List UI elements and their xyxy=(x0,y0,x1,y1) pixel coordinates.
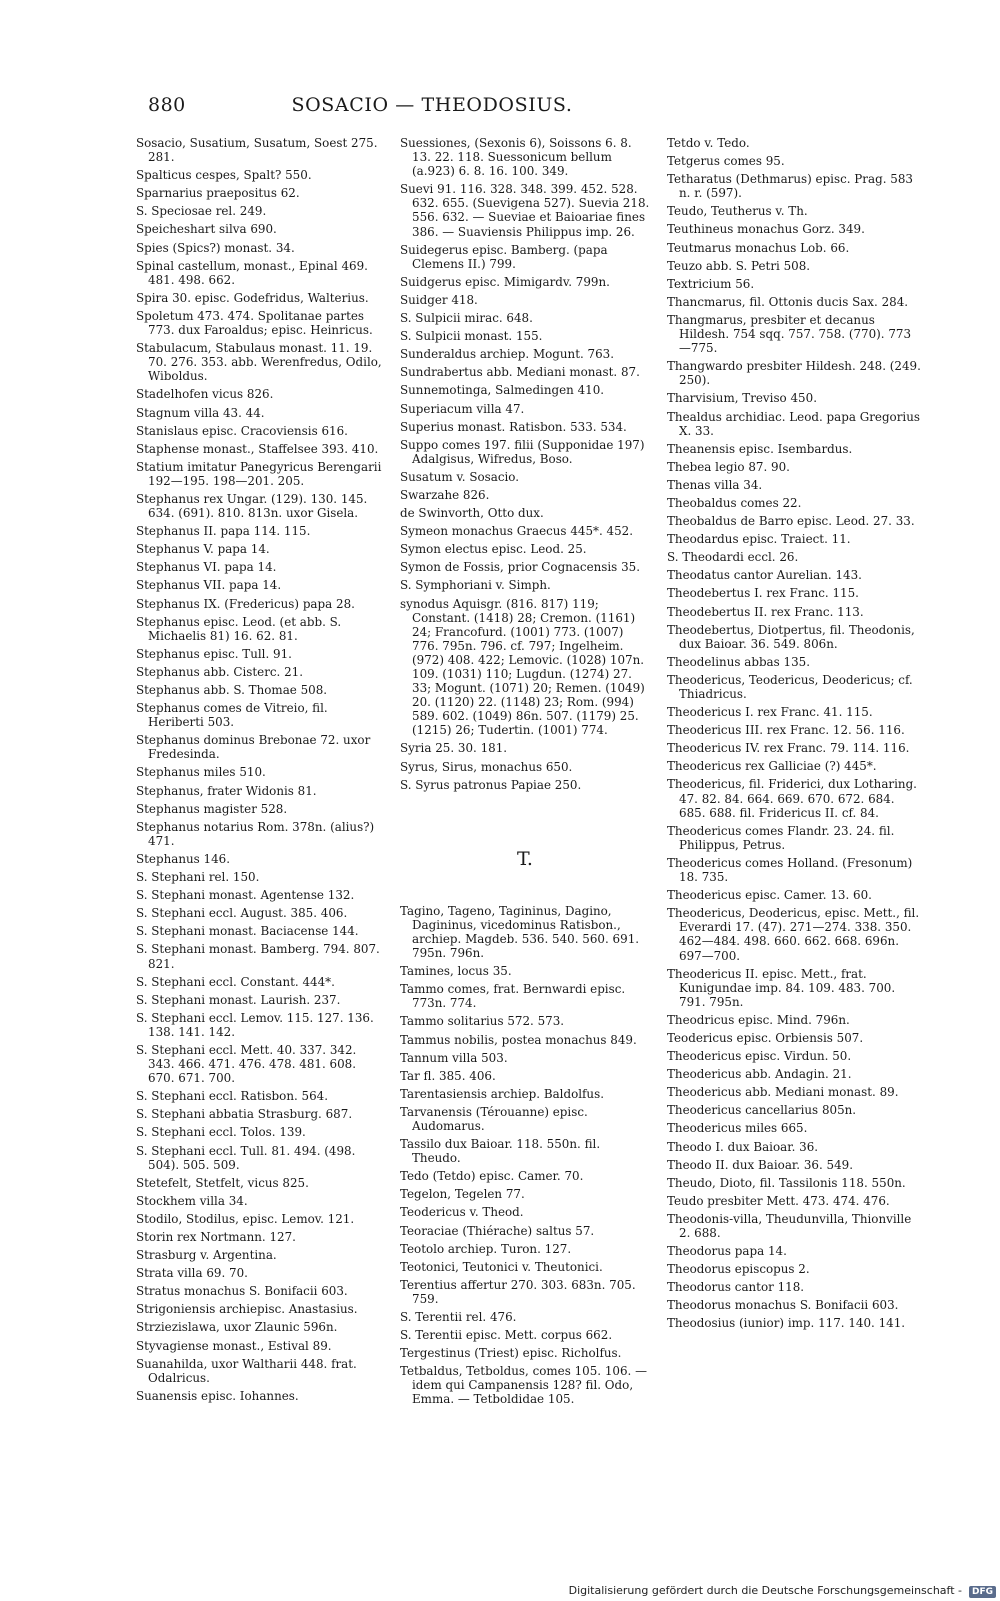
index-entry: Tammus nobilis, postea monachus 849. xyxy=(400,1032,637,1047)
index-entry: S. Stephani eccl. Tull. 81. 494. (498. 504). 505. 509. xyxy=(136,1143,356,1172)
index-entry: Teodericus v. Theod. xyxy=(400,1205,524,1220)
index-entry: Theodebertus, Diotpertus, fil. Theodonis, dux Baioar. 36. 549. 806n. xyxy=(667,622,915,651)
index-entry: Theodericus miles 665. xyxy=(667,1121,808,1136)
index-entry: Tar fl. 385. 406. xyxy=(400,1068,496,1083)
index-entry: Tedo (Tetdo) episc. Camer. 70. xyxy=(400,1169,584,1184)
index-entry: Stagnum villa 43. 44. xyxy=(136,405,265,420)
index-entry: Theodericus rex Galliciae (?) 445*. xyxy=(667,759,877,774)
index-entry: Theodorus papa 14. xyxy=(667,1244,787,1259)
index-entry: Stabulacum, Stabulaus monast. 11. 19. 70. 276. 353. abb. Werenfredus, Odilo, Wiboldus. xyxy=(136,341,382,384)
index-column-2 xyxy=(400,136,650,1411)
index-entry: Suanensis episc. Iohannes. xyxy=(136,1388,299,1403)
index-entry: Tamines, locus 35. xyxy=(400,964,512,979)
index-entry: S. Stephani eccl. Tolos. 139. xyxy=(136,1125,306,1140)
index-entry: Tammo comes, frat. Bernwardi episc. 773n. 774. xyxy=(400,982,626,1011)
index-entry: Stephanus, frater Widonis 81. xyxy=(136,783,317,798)
index-entry: S. Stephani monast. Bamberg. 794. 807. 821. xyxy=(136,942,380,971)
index-entry: Stephanus IX. (Fredericus) papa 28. xyxy=(136,596,355,611)
index-entry: Textricium 56. xyxy=(667,276,755,291)
index-entry: Theobaldus de Barro episc. Leod. 27. 33. xyxy=(667,514,915,529)
index-entry: Tarvanensis (Térouanne) episc. Audomarus. xyxy=(400,1104,588,1133)
index-entry: Theodericus II. episc. Mett., frat. Kunigundae imp. 84. 109. 483. 700. 791. 795n. xyxy=(667,966,896,1009)
page-number: 880 xyxy=(148,94,186,116)
index-entry: Symon de Fossis, prior Cognacensis 35. xyxy=(400,560,640,575)
index-entry: Strigoniensis archiepisc. Anastasius. xyxy=(136,1302,358,1317)
index-entry: Thebea legio 87. 90. xyxy=(667,459,790,474)
index-entry: Tetgerus comes 95. xyxy=(667,154,785,169)
index-entry: S. Stephani monast. Laurish. 237. xyxy=(136,992,341,1007)
index-entry: Teudo presbiter Mett. 473. 474. 476. xyxy=(667,1193,890,1208)
index-entry: S. Stephani eccl. Mett. 40. 337. 342. 343. 466. 471. 476. 478. 481. 608. 670. 671. 700. xyxy=(136,1042,357,1086)
index-entry: Theodericus IV. rex Franc. 79. 114. 116. xyxy=(667,741,910,756)
index-entry: Theodericus I. rex Franc. 41. 115. xyxy=(667,705,873,720)
index-entry: Theodericus, fil. Friderici, dux Lotharing. 47. 82. 84. 664. 669. 670. 672. 684. 685. 688. fil. Fridericus II. cf. 84. xyxy=(667,777,917,820)
index-entry: Thancmarus, fil. Ottonis ducis Sax. 284. xyxy=(667,294,909,309)
index-entry: Theodericus comes Holland. (Fresonum) 18. 735. xyxy=(667,855,913,885)
index-entry: S. Stephani abbatia Strasburg. 687. xyxy=(136,1107,353,1122)
index-entry: S. Symphoriani v. Simph. xyxy=(400,578,551,593)
index-entry: Tassilo dux Baioar. 118. 550n. fil. Theudo. xyxy=(400,1137,601,1166)
index-entry: Theudo, Dioto, fil. Tassilonis 118. 550n. xyxy=(667,1175,906,1190)
index-entry: Storin rex Nortmann. 127. xyxy=(136,1230,296,1244)
index-entry: Stanislaus episc. Cracoviensis 616. xyxy=(136,423,348,438)
index-entry: Tagino, Tageno, Tagininus, Dagino, Dagininus, vicedominus Ratisbon., archiep. Magdeb. 536. 540. 560. 691. 795n. 796n. xyxy=(400,903,640,961)
index-entry: Suidger 418. xyxy=(400,292,478,307)
index-entry: Theodericus, Deodericus, episc. Mett., fil. Everardi 17. (47). 271—274. 338. 350. 462—484. 498. 660. 662. 668. 696n. 697—700. xyxy=(667,906,920,963)
page-header xyxy=(148,94,656,124)
index-entry: Styvagiense monast., Estival 89. xyxy=(136,1338,332,1353)
index-entry: Theodardus episc. Traiect. 11. xyxy=(667,532,851,547)
index-entry: synodus Aquisgr. (816. 817) 119; Constant. (1418) 28; Cremon. (1161) 24; Francofurd. (1001) 773. (1007) 776. 795n. 796. cf. 797; Ingelheim. (972) 408. 422; Lemovic. (1028) 107n. 109. (1031) 110; Lugdun. (1274) 27. 33; Mogunt. (1071) 20; Remen. (1049) 20. (1120) 22. (1148) 23; Rom. (994) 589. 602. (1049) 86n. 507. (1179) 25. (1215) 26; Tudertin. (1001) 774. xyxy=(400,596,645,738)
index-entry: Sundrabertus abb. Mediani monast. 87. xyxy=(400,365,640,380)
index-entry: Theodericus episc. Virdun. 50. xyxy=(667,1049,852,1064)
index-entry: Symon electus episc. Leod. 25. xyxy=(400,542,587,557)
index-entry: Theodorus cantor 118. xyxy=(667,1280,805,1295)
index-entry: Teodericus episc. Orbiensis 507. xyxy=(667,1030,864,1045)
index-entry: Spinal castellum, monast., Epinal 469. 481. 498. 662. xyxy=(136,258,368,287)
index-entry: Teotolo archiep. Turon. 127. xyxy=(400,1241,572,1256)
index-entry: Tergestinus (Triest) episc. Richolfus. xyxy=(400,1346,622,1361)
index-entry: Stephanus abb. Cisterc. 21. xyxy=(136,664,304,679)
index-entry: Strasburg v. Argentina. xyxy=(136,1248,277,1263)
index-entry: Stephanus episc. Leod. (et abb. S. Michaelis 81) 16. 62. 81. xyxy=(136,614,342,643)
index-entry: Stephanus episc. Tull. 91. xyxy=(136,646,292,661)
index-entry: S. Stephani rel. 150. xyxy=(136,870,260,885)
index-entry: Teuzo abb. S. Petri 508. xyxy=(667,258,811,273)
dfg-logo: DFG xyxy=(969,1586,996,1598)
index-entry: Theanensis episc. Isembardus. xyxy=(667,441,853,456)
index-entry: Terentius affertur 270. 303. 683n. 705. 759. xyxy=(400,1277,636,1306)
index-entry: Stetefelt, Stetfelt, vicus 825. xyxy=(136,1175,309,1190)
index-entry: Stephanus V. papa 14. xyxy=(136,542,270,557)
index-entry: Tarentasiensis archiep. Baldolfus. xyxy=(400,1086,604,1101)
index-entry: Spoletum 473. 474. Spolitanae partes 773. dux Faroaldus; episc. Heinricus. xyxy=(136,308,373,338)
index-entry: Stephanus 146. xyxy=(136,851,230,866)
index-entry: Tammo solitarius 572. 573. xyxy=(400,1014,565,1029)
index-entry: Stephanus II. papa 114. 115. xyxy=(136,524,311,539)
index-entry: Theodelinus abbas 135. xyxy=(667,654,810,669)
index-entry: Strata villa 69. 70. xyxy=(136,1266,248,1281)
index-entry: Stephanus magister 528. xyxy=(136,801,288,816)
index-entry: Thealdus archidiac. Leod. papa Gregorius X. 33. xyxy=(667,409,920,438)
index-entry: S. Stephani eccl. Ratisbon. 564. xyxy=(136,1089,329,1104)
index-entry: Suessiones, (Sexonis 6), Soissons 6. 8. 13. 22. 118. Suessonicum bellum (a.923) 6. 8. 16. 100. 349. xyxy=(400,136,632,179)
index-entry: Strziezislawa, uxor Zlaunic 596n. xyxy=(136,1320,338,1335)
index-entry: Theodorus episcopus 2. xyxy=(667,1262,810,1277)
index-entry: S. Sulpicii mirac. 648. xyxy=(400,311,533,326)
index-entry: Stephanus rex Ungar. (129). 130. 145. 634. (691). 810. 813n. uxor Gisela. xyxy=(136,491,368,521)
footer-credit: Digitalisierung gefördert durch die Deutsche Forschungsgemeinschaft - xyxy=(568,1584,962,1597)
index-entry: Syria 25. 30. 181. xyxy=(400,741,508,756)
index-entry: Sunderaldus archiep. Mogunt. 763. xyxy=(400,347,615,362)
index-entry: Suidegerus episc. Bamberg. (papa Clemens II.) 799. xyxy=(400,242,608,271)
index-entry: Stephanus abb. S. Thomae 508. xyxy=(136,683,328,697)
index-entry: Stephanus miles 510. xyxy=(136,765,266,780)
index-entry: Theodorus monachus S. Bonifacii 603. xyxy=(667,1298,899,1313)
index-entry: Symeon monachus Graecus 445*. 452. xyxy=(400,524,633,539)
index-entry: Stodilo, Stodilus, episc. Lemov. 121. xyxy=(136,1211,355,1226)
index-entry: Theodonis-villa, Theudunvilla, Thionville 2. 688. xyxy=(667,1211,912,1240)
index-entry: Stephanus dominus Brebonae 72. uxor Fredesinda. xyxy=(136,733,371,762)
index-entry: Theodericus III. rex Franc. 12. 56. 116. xyxy=(667,723,905,738)
index-entry: Theodericus episc. Camer. 13. 60. xyxy=(667,888,872,903)
index-entry: Suidgerus episc. Mimigardv. 799n. xyxy=(400,274,610,289)
index-entry: Superiacum villa 47. xyxy=(400,401,525,416)
index-entry: S. Terentii rel. 476. xyxy=(400,1310,517,1324)
index-entry: Stratus monachus S. Bonifacii 603. xyxy=(136,1284,348,1299)
index-entry: Thenas villa 34. xyxy=(667,477,763,492)
index-entry: Theodericus, Teodericus, Deodericus; cf. Thiadricus. xyxy=(667,672,913,701)
index-entry: Tegelon, Tegelen 77. xyxy=(400,1187,525,1202)
index-entry: Suppo comes 197. filii (Supponidae 197) Adalgisus, Wifredus, Boso. xyxy=(400,437,645,466)
index-entry: S. Theodardi eccl. 26. xyxy=(667,550,799,565)
index-entry: Speicheshart silva 690. xyxy=(136,222,277,237)
index-entry: Superius monast. Ratisbon. 533. 534. xyxy=(400,419,627,434)
index-entry: Syrus, Sirus, monachus 650. xyxy=(400,759,573,774)
index-entry: Tetharatus (Dethmarus) episc. Prag. 583 n. r. (597). xyxy=(667,172,913,201)
index-entry: Sunnemotinga, Salmedingen 410. xyxy=(400,383,605,398)
index-entry: Staphense monast., Staffelsee 393. 410. xyxy=(136,441,379,456)
index-entry: Stephanus VII. papa 14. xyxy=(136,578,282,593)
index-entry: Suevi 91. 116. 328. 348. 399. 452. 528. 632. 655. (Suevigena 527). Suevia 218. 556. 632. — Sueviae et Baioariae fines 386. — Suaviensis Philippus imp. 26. xyxy=(400,182,650,239)
index-entry: Statium imitatur Panegyricus Berengarii 192—195. 198—201. 205. xyxy=(136,459,382,488)
index-entry: S. Stephani eccl. Lemov. 115. 127. 136. 138. 141. 142. xyxy=(136,1010,374,1039)
index-entry: Tharvisium, Treviso 450. xyxy=(667,391,817,406)
section-heading: T. xyxy=(517,847,533,870)
index-entry: Stockhem villa 34. xyxy=(136,1193,248,1208)
index-entry: Stephanus notarius Rom. 378n. (alius?) 471. xyxy=(136,819,375,848)
index-entry: S. Terentii episc. Mett. corpus 662. xyxy=(400,1328,613,1343)
index-entry: Spies (Spics?) monast. 34. xyxy=(136,240,295,255)
running-title: SOSACIO — THEODOSIUS. xyxy=(291,94,573,116)
index-entry: Teuthineus monachus Gorz. 349. xyxy=(667,222,865,237)
index-entry: Theodericus comes Flandr. 23. 24. fil. Philippus, Petrus. xyxy=(667,823,895,852)
index-entry: Suanahilda, uxor Waltharii 448. frat. Odalricus. xyxy=(136,1356,357,1385)
index-entry: Thangwardo presbiter Hildesh. 248. (249. 250). xyxy=(667,359,921,388)
index-entry: Stephanus comes de Vitreio, fil. Heriberti 503. xyxy=(136,701,328,730)
index-entry: Stadelhofen vicus 826. xyxy=(136,387,274,402)
index-entry: Tetdo v. Tedo. xyxy=(667,136,750,150)
index-entry: Theodebertus I. rex Franc. 115. xyxy=(667,586,859,601)
index-entry: Theodericus abb. Andagin. 21. xyxy=(667,1067,852,1082)
index-entry: Theodebertus II. rex Franc. 113. xyxy=(667,604,864,619)
index-entry: Theodericus abb. Mediani monast. 89. xyxy=(667,1085,899,1100)
index-entry: S. Stephani monast. Agentense 132. xyxy=(136,888,355,903)
index-entry: S. Stephani eccl. Constant. 444*. xyxy=(136,974,335,989)
index-entry: Theodosius (iunior) imp. 117. 140. 141. xyxy=(667,1316,906,1331)
index-entry: S. Stephani eccl. August. 385. 406. xyxy=(136,906,348,921)
index-entry: Theodo II. dux Baioar. 36. 549. xyxy=(667,1157,854,1172)
index-entry: Swarzahe 826. xyxy=(400,487,490,502)
index-entry: Teudo, Teutherus v. Th. xyxy=(667,204,808,219)
index-entry: Susatum v. Sosacio. xyxy=(400,469,520,484)
index-entry: Stephanus VI. papa 14. xyxy=(136,560,277,575)
index-entry: Theodatus cantor Aurelian. 143. xyxy=(667,568,862,583)
index-entry: Theobaldus comes 22. xyxy=(667,495,802,510)
index-entry: de Swinvorth, Otto dux. xyxy=(400,506,544,521)
index-entry: S. Syrus patronus Papiae 250. xyxy=(400,777,582,792)
index-entry: Tetbaldus, Tetboldus, comes 105. 106. — idem qui Campanensis 128? fil. Odo, Emma. — Tetboldidae 105. xyxy=(400,1364,647,1407)
index-entry: Theodricus episc. Mind. 796n. xyxy=(667,1012,850,1027)
index-column-1 xyxy=(136,136,383,1407)
index-column-3 xyxy=(667,136,921,1335)
index-entry: Theodo I. dux Baioar. 36. xyxy=(667,1139,819,1154)
index-entry: Thangmarus, presbiter et decanus Hildesh. 754 sqq. 757. 758. (770). 773—775. xyxy=(667,312,912,356)
index-entry: S. Speciosae rel. 249. xyxy=(136,204,267,219)
index-entry: Tannum villa 503. xyxy=(400,1050,508,1065)
index-entry: Teutmarus monachus Lob. 66. xyxy=(667,240,850,255)
index-entry: S. Stephani monast. Baciacense 144. xyxy=(136,924,359,939)
index-entry: Sosacio, Susatium, Susatum, Soest 275. 281. xyxy=(136,136,378,165)
index-entry: S. Sulpicii monast. 155. xyxy=(400,329,543,344)
index-entry: Teoraciae (Thiérache) saltus 57. xyxy=(400,1223,595,1238)
index-entry: Spalticus cespes, Spalt? 550. xyxy=(136,168,312,183)
index-entry: Sparnarius praepositus 62. xyxy=(136,186,300,201)
index-entry: Theodericus cancellarius 805n. xyxy=(667,1103,857,1118)
index-entry: Teotonici, Teutonici v. Theutonici. xyxy=(400,1259,603,1274)
index-entry: Spira 30. episc. Godefridus, Walterius. xyxy=(136,290,369,305)
